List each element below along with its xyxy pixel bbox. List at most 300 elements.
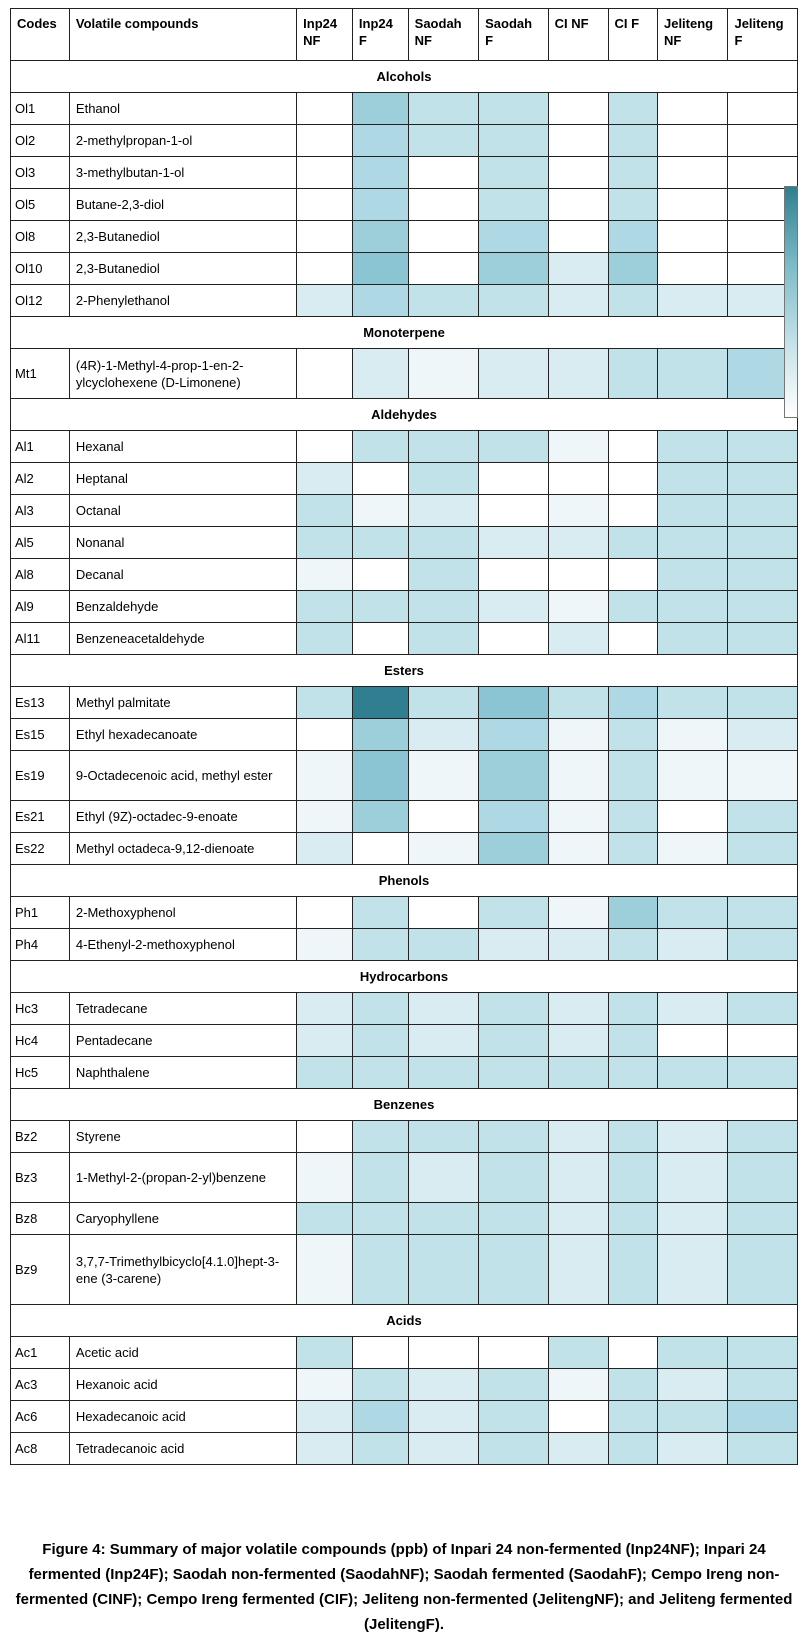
- heatmap-cell: [728, 1121, 798, 1153]
- table-row: [11, 1203, 798, 1235]
- compound-name: Hexanal: [69, 431, 296, 463]
- compound-name: Methyl palmitate: [69, 687, 296, 719]
- heatmap-cell: [728, 591, 798, 623]
- heatmap-cell: [408, 1433, 478, 1465]
- compound-code: Ph4: [11, 929, 70, 961]
- heatmap-cell: [728, 623, 798, 655]
- heatmap-cell: [728, 897, 798, 929]
- heatmap-cell: [608, 559, 657, 591]
- heatmap-cell: [548, 125, 608, 157]
- heatmap-cell: [728, 1153, 798, 1203]
- table-row: [11, 1121, 798, 1153]
- heatmap-cell: [657, 687, 727, 719]
- heatmap-cell: [548, 929, 608, 961]
- heatmap-cell: [352, 285, 408, 317]
- heatmap-cell: [297, 929, 353, 961]
- header-jeliteng-nf: Jeliteng NF: [657, 9, 727, 61]
- heatmap-cell: [408, 125, 478, 157]
- heatmap-cell: [408, 1235, 478, 1305]
- table-row: [11, 253, 798, 285]
- heatmap-cell: [657, 495, 727, 527]
- heatmap-cell: [408, 559, 478, 591]
- compound-code: Al9: [11, 591, 70, 623]
- heatmap-cell: [479, 495, 548, 527]
- heatmap-cell: [408, 751, 478, 801]
- heatmap-cell: [548, 221, 608, 253]
- heatmap-cell: [657, 349, 727, 399]
- heatmap-cell: [548, 1433, 608, 1465]
- section-title: Aldehydes: [11, 399, 798, 431]
- heatmap-cell: [479, 1025, 548, 1057]
- heatmap-cell: [352, 1369, 408, 1401]
- heatmap-cell: [728, 687, 798, 719]
- table-row: [11, 463, 798, 495]
- heatmap-cell: [728, 93, 798, 125]
- compound-code: Al8: [11, 559, 70, 591]
- table-row: [11, 221, 798, 253]
- heatmap-cell: [548, 1121, 608, 1153]
- heatmap-cell: [352, 897, 408, 929]
- heatmap-cell: [728, 495, 798, 527]
- heatmap-cell: [657, 751, 727, 801]
- heatmap-cell: [297, 93, 353, 125]
- compound-name: Octanal: [69, 495, 296, 527]
- table-row: [11, 285, 798, 317]
- compound-name: Methyl octadeca-9,12-dienoate: [69, 833, 296, 865]
- heatmap-cell: [728, 527, 798, 559]
- heatmap-cell: [728, 751, 798, 801]
- compound-code: Ol8: [11, 221, 70, 253]
- heatmap-cell: [548, 253, 608, 285]
- heatmap-cell: [657, 463, 727, 495]
- compound-name: 2-methylpropan-1-ol: [69, 125, 296, 157]
- table-row: [11, 687, 798, 719]
- heatmap-cell: [352, 623, 408, 655]
- heatmap-cell: [657, 1153, 727, 1203]
- heatmap-cell: [608, 993, 657, 1025]
- compound-code: Ac1: [11, 1337, 70, 1369]
- compound-code: Al5: [11, 527, 70, 559]
- heatmap-cell: [479, 463, 548, 495]
- compound-name: 2,3-Butanediol: [69, 253, 296, 285]
- heatmap-cell: [548, 1369, 608, 1401]
- heatmap-cell: [352, 1025, 408, 1057]
- heatmap-cell: [352, 1121, 408, 1153]
- header-saodah-nf: Saodah NF: [408, 9, 478, 61]
- heatmap-cell: [728, 801, 798, 833]
- figure-caption: Figure 4: Summary of major volatile compounds (ppb) of Inpari 24 non-fermented (Inp24NF); Inpari 24 fermented (Inp24F); Saodah non-fermented (SaodahNF); Saodah fermented (SaodahF); Cempo Ireng non-fermented (CINF); Cempo Ireng fermented (CIF); Jeliteng non-fermented (JelitengNF); and Jeliteng fermented (JelitengF).: [15, 1541, 793, 1633]
- heatmap-cell: [608, 929, 657, 961]
- compound-name: 2-Methoxyphenol: [69, 897, 296, 929]
- heatmap-cell: [548, 495, 608, 527]
- header-inp24-f: Inp24 F: [352, 9, 408, 61]
- heatmap-cell: [548, 751, 608, 801]
- heatmap-cell: [479, 157, 548, 189]
- heatmap-cell: [548, 189, 608, 221]
- heatmap-cell: [352, 1057, 408, 1089]
- compound-name: Ethyl hexadecanoate: [69, 719, 296, 751]
- heatmap-cell: [408, 833, 478, 865]
- heatmap-cell: [297, 1153, 353, 1203]
- heatmap-cell: [297, 463, 353, 495]
- heatmap-cell: [728, 833, 798, 865]
- heatmap-cell: [728, 157, 798, 189]
- table-row: [11, 1153, 798, 1203]
- compound-name: Ethanol: [69, 93, 296, 125]
- compound-code: Hc5: [11, 1057, 70, 1089]
- heatmap-cell: [657, 1337, 727, 1369]
- compound-name: (4R)-1-Methyl-4-prop-1-en-2-ylcyclohexene (D-Limonene): [69, 349, 296, 399]
- heatmap-cell: [352, 431, 408, 463]
- heatmap-cell: [408, 1401, 478, 1433]
- table-row: [11, 1235, 798, 1305]
- heatmap-cell: [608, 833, 657, 865]
- heatmap-cell: [548, 1057, 608, 1089]
- heatmap-cell: [728, 929, 798, 961]
- header-ci-nf: CI NF: [548, 9, 608, 61]
- heatmap-cell: [657, 221, 727, 253]
- heatmap-cell: [479, 1235, 548, 1305]
- heatmap-cell: [352, 687, 408, 719]
- heatmap-cell: [608, 189, 657, 221]
- heatmap-cell: [657, 1057, 727, 1089]
- heatmap-cell: [479, 719, 548, 751]
- heatmap-cell: [479, 285, 548, 317]
- compound-code: Bz2: [11, 1121, 70, 1153]
- heatmap-cell: [728, 1337, 798, 1369]
- heatmap-cell: [657, 1203, 727, 1235]
- heatmap-cell: [657, 801, 727, 833]
- heatmap-cell: [297, 253, 353, 285]
- heatmap-cell: [297, 1057, 353, 1089]
- section-title: Monoterpene: [11, 317, 798, 349]
- heatmap-cell: [608, 1203, 657, 1235]
- heatmap-cell: [297, 221, 353, 253]
- header-inp24-nf: Inp24 NF: [297, 9, 353, 61]
- table-row: [11, 1401, 798, 1433]
- table-row: [11, 929, 798, 961]
- header-jeliteng-f: Jeliteng F: [728, 9, 798, 61]
- table-row: [11, 623, 798, 655]
- heatmap-cell: [728, 431, 798, 463]
- heatmap-cell: [352, 1153, 408, 1203]
- heatmap-cell: [657, 431, 727, 463]
- heatmap-cell: [657, 1401, 727, 1433]
- heatmap-cell: [479, 833, 548, 865]
- compound-code: Ol12: [11, 285, 70, 317]
- heatmap-cell: [608, 1337, 657, 1369]
- heatmap-cell: [408, 527, 478, 559]
- heatmap-cell: [608, 253, 657, 285]
- header-volatile-compounds: Volatile compounds: [69, 9, 296, 61]
- heatmap-cell: [728, 1203, 798, 1235]
- compound-name: Ethyl (9Z)-octadec-9-enoate: [69, 801, 296, 833]
- compound-code: Ol5: [11, 189, 70, 221]
- heatmap-cell: [548, 993, 608, 1025]
- heatmap-cell: [297, 189, 353, 221]
- heatmap-cell: [657, 93, 727, 125]
- heatmap-cell: [548, 93, 608, 125]
- table-row: [11, 125, 798, 157]
- heatmap-cell: [548, 1235, 608, 1305]
- heatmap-cell: [408, 157, 478, 189]
- heatmap-cell: [479, 93, 548, 125]
- heatmap-cell: [408, 495, 478, 527]
- heatmap-cell: [352, 463, 408, 495]
- heatmap-cell: [548, 719, 608, 751]
- heatmap-cell: [479, 189, 548, 221]
- heatmap-cell: [352, 221, 408, 253]
- heatmap-cell: [297, 1025, 353, 1057]
- heatmap-cell: [728, 719, 798, 751]
- heatmap-cell: [548, 1337, 608, 1369]
- heatmap-cell: [657, 559, 727, 591]
- heatmap-cell: [479, 1121, 548, 1153]
- heatmap-cell: [352, 125, 408, 157]
- compound-name: Acetic acid: [69, 1337, 296, 1369]
- compound-name: 2,3-Butanediol: [69, 221, 296, 253]
- heatmap-cell: [408, 719, 478, 751]
- heatmap-cell: [408, 285, 478, 317]
- heatmap-cell: [352, 93, 408, 125]
- heatmap-cell: [657, 285, 727, 317]
- compound-code: Ol10: [11, 253, 70, 285]
- heatmap-cell: [608, 221, 657, 253]
- heatmap-cell: [352, 253, 408, 285]
- heatmap-cell: [728, 125, 798, 157]
- heatmap-cell: [479, 591, 548, 623]
- heatmap-cell: [408, 463, 478, 495]
- heatmap-cell: [297, 1337, 353, 1369]
- heatmap-cell: [352, 591, 408, 623]
- heatmap-cell: [297, 559, 353, 591]
- heatmap-cell: [408, 623, 478, 655]
- table-row: [11, 751, 798, 801]
- heatmap-cell: [408, 349, 478, 399]
- section-row: [11, 655, 798, 687]
- compound-code: Es19: [11, 751, 70, 801]
- heatmap-cell: [479, 687, 548, 719]
- heatmap-cell: [657, 527, 727, 559]
- table-body: [11, 61, 798, 1465]
- heatmap-cell: [408, 189, 478, 221]
- heatmap-cell: [352, 527, 408, 559]
- table-row: [11, 527, 798, 559]
- heatmap-cell: [352, 1401, 408, 1433]
- table-row: [11, 93, 798, 125]
- volatile-compounds-heatmap-table: [10, 8, 798, 1465]
- heatmap-cell: [352, 833, 408, 865]
- compound-code: Ol3: [11, 157, 70, 189]
- heatmap-cell: [608, 1235, 657, 1305]
- header-row: [11, 9, 798, 61]
- heatmap-cell: [297, 1433, 353, 1465]
- heatmap-cell: [479, 527, 548, 559]
- section-title: Phenols: [11, 865, 798, 897]
- heatmap-cell: [297, 719, 353, 751]
- heatmap-cell: [608, 1025, 657, 1057]
- compound-code: Ac3: [11, 1369, 70, 1401]
- compound-name: Nonanal: [69, 527, 296, 559]
- compound-name: Naphthalene: [69, 1057, 296, 1089]
- heatmap-cell: [297, 687, 353, 719]
- heatmap-cell: [608, 897, 657, 929]
- heatmap-cell: [548, 1153, 608, 1203]
- heatmap-cell: [352, 1235, 408, 1305]
- heatmap-cell: [657, 125, 727, 157]
- section-row: [11, 317, 798, 349]
- table-row: [11, 801, 798, 833]
- heatmap-cell: [657, 897, 727, 929]
- compound-name: Butane-2,3-diol: [69, 189, 296, 221]
- compound-name: Pentadecane: [69, 1025, 296, 1057]
- compound-name: 3-methylbutan-1-ol: [69, 157, 296, 189]
- header-ci-f: CI F: [608, 9, 657, 61]
- section-row: [11, 61, 798, 93]
- heatmap-cell: [408, 1369, 478, 1401]
- heatmap-cell: [479, 1203, 548, 1235]
- compound-code: Bz3: [11, 1153, 70, 1203]
- heatmap-cell: [297, 1369, 353, 1401]
- heatmap-cell: [608, 1433, 657, 1465]
- heatmap-cell: [479, 897, 548, 929]
- heatmap-cell: [352, 929, 408, 961]
- compound-code: Hc3: [11, 993, 70, 1025]
- table-row: [11, 495, 798, 527]
- color-scale-legend: [784, 186, 798, 418]
- compound-code: Hc4: [11, 1025, 70, 1057]
- compound-code: Ol2: [11, 125, 70, 157]
- heatmap-cell: [548, 623, 608, 655]
- compound-name: 2-Phenylethanol: [69, 285, 296, 317]
- heatmap-cell: [352, 993, 408, 1025]
- heatmap-cell: [479, 125, 548, 157]
- heatmap-cell: [479, 751, 548, 801]
- compound-name: 4-Ethenyl-2-methoxyphenol: [69, 929, 296, 961]
- compound-name: Caryophyllene: [69, 1203, 296, 1235]
- table-row: [11, 559, 798, 591]
- heatmap-cell: [408, 221, 478, 253]
- section-title: Alcohols: [11, 61, 798, 93]
- section-row: [11, 399, 798, 431]
- heatmap-cell: [548, 431, 608, 463]
- heatmap-cell: [297, 495, 353, 527]
- compound-name: Benzeneacetaldehyde: [69, 623, 296, 655]
- heatmap-cell: [479, 993, 548, 1025]
- heatmap-cell: [548, 349, 608, 399]
- heatmap-cell: [352, 719, 408, 751]
- heatmap-cell: [297, 897, 353, 929]
- heatmap-cell: [352, 751, 408, 801]
- heatmap-cell: [657, 1121, 727, 1153]
- heatmap-cell: [352, 157, 408, 189]
- heatmap-cell: [548, 285, 608, 317]
- heatmap-cell: [479, 929, 548, 961]
- heatmap-cell: [608, 1369, 657, 1401]
- heatmap-cell: [608, 495, 657, 527]
- heatmap-cell: [548, 1025, 608, 1057]
- heatmap-cell: [408, 993, 478, 1025]
- heatmap-cell: [548, 157, 608, 189]
- table-row: [11, 719, 798, 751]
- heatmap-cell: [408, 929, 478, 961]
- heatmap-cell: [608, 1057, 657, 1089]
- compound-name: Tetradecanoic acid: [69, 1433, 296, 1465]
- heatmap-cell: [408, 1121, 478, 1153]
- section-row: [11, 865, 798, 897]
- compound-code: Al1: [11, 431, 70, 463]
- heatmap-cell: [548, 801, 608, 833]
- heatmap-cell: [352, 349, 408, 399]
- heatmap-cell: [728, 1433, 798, 1465]
- heatmap-cell: [548, 897, 608, 929]
- heatmap-cell: [408, 1025, 478, 1057]
- heatmap-cell: [297, 157, 353, 189]
- heatmap-cell: [608, 125, 657, 157]
- heatmap-cell: [297, 833, 353, 865]
- heatmap-cell: [408, 431, 478, 463]
- compound-name: 9-Octadecenoic acid, methyl ester: [69, 751, 296, 801]
- compound-name: Hexanoic acid: [69, 1369, 296, 1401]
- compound-code: Bz9: [11, 1235, 70, 1305]
- heatmap-cell: [479, 253, 548, 285]
- heatmap-cell: [352, 1433, 408, 1465]
- heatmap-cell: [657, 253, 727, 285]
- heatmap-cell: [408, 1153, 478, 1203]
- heatmap-cell: [728, 1235, 798, 1305]
- heatmap-cell: [297, 591, 353, 623]
- compound-code: Ac8: [11, 1433, 70, 1465]
- heatmap-cell: [608, 591, 657, 623]
- heatmap-cell: [352, 801, 408, 833]
- heatmap-cell: [608, 1153, 657, 1203]
- heatmap-cell: [479, 349, 548, 399]
- heatmap-cell: [352, 559, 408, 591]
- table-row: [11, 1433, 798, 1465]
- heatmap-cell: [728, 1401, 798, 1433]
- section-row: [11, 1089, 798, 1121]
- heatmap-cell: [479, 221, 548, 253]
- heatmap-cell: [408, 93, 478, 125]
- heatmap-cell: [728, 993, 798, 1025]
- compound-code: Es21: [11, 801, 70, 833]
- compound-code: Al11: [11, 623, 70, 655]
- section-row: [11, 961, 798, 993]
- heatmap-cell: [479, 559, 548, 591]
- heatmap-cell: [479, 1057, 548, 1089]
- heatmap-cell: [608, 431, 657, 463]
- heatmap-cell: [657, 993, 727, 1025]
- heatmap-cell: [408, 1057, 478, 1089]
- heatmap-cell: [408, 1337, 478, 1369]
- heatmap-cell: [408, 253, 478, 285]
- table-row: [11, 1057, 798, 1089]
- table-row: [11, 1337, 798, 1369]
- heatmap-cell: [608, 687, 657, 719]
- heatmap-cell: [608, 623, 657, 655]
- heatmap-cell: [408, 591, 478, 623]
- section-title: Acids: [11, 1305, 798, 1337]
- compound-code: Mt1: [11, 349, 70, 399]
- heatmap-cell: [479, 1401, 548, 1433]
- header-saodah-f: Saodah F: [479, 9, 548, 61]
- heatmap-cell: [657, 929, 727, 961]
- heatmap-cell: [548, 559, 608, 591]
- heatmap-cell: [479, 431, 548, 463]
- heatmap-cell: [657, 189, 727, 221]
- compound-code: Al2: [11, 463, 70, 495]
- heatmap-cell: [728, 559, 798, 591]
